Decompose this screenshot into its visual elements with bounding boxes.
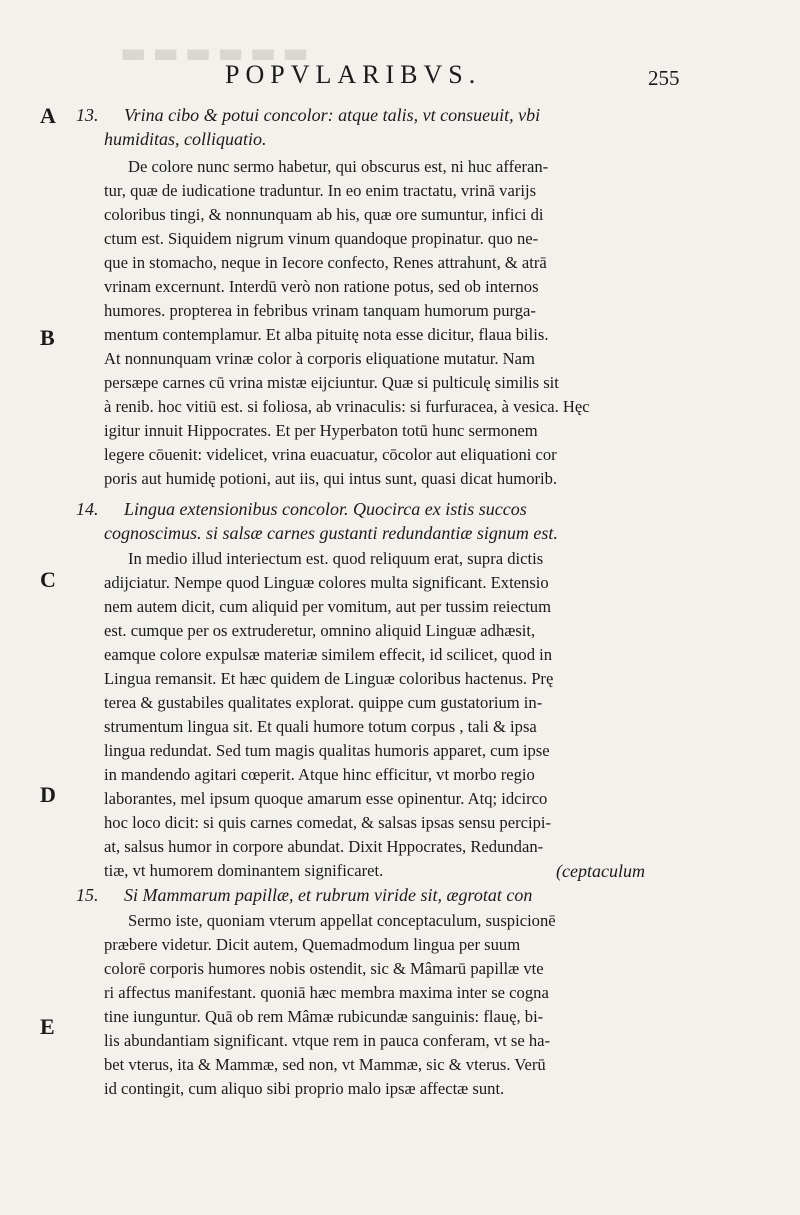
page-number: 255 [648,66,680,90]
text-line: eamque colore expulsæ materiæ similem effecit, id scilicet, quod in [104,645,553,664]
text-line: que in stomacho, neque in Iecore confecto, Renes attrahunt, & atrā [104,253,547,272]
text-line: Lingua remansit. Et hæc quidem de Linguæ coloribus hactenus. Prę [104,669,554,688]
text-line: At nonnunquam vrinæ color à corporis eliquatione mutatur. Nam [104,349,535,368]
text-line: coloribus tingi, & nonnunquam ab his, quæ ore sumuntur, infici di [104,205,544,224]
text-line: vrinam excernunt. Interdū verò non ratione potus, sed ob internos [104,277,539,296]
text-line: De colore nunc sermo habetur, qui obscurus est, ni huc afferan- [128,157,549,176]
text-line: humores. propterea in febribus vrinam tanquam humorum purga- [104,301,536,320]
text-line: poris aut humidę potioni, aut iis, qui intus sunt, quasi dicat humorib. [104,469,558,488]
text-line: tur, quæ de iudicatione traduntur. In eo enim tractatu, vrinā varijs [104,181,537,200]
text-line: at, salsus humor in corpore abundat. Dixit Hppocrates, Redundan- [104,837,544,856]
text-line: bet vterus, ita & Mammæ, sed non, vt Mammæ, sic & vterus. Verū [104,1055,546,1074]
section-heading-line: Si Mammarum papillæ, et rubrum viride sit, ægrotat con [124,885,533,905]
text-line: persæpe carnes cū vrina mistæ eijciuntur. Quæ si pulticulę similis sit [104,373,559,392]
section-number: 14. [76,499,99,519]
running-head: POPVLARIBVS. [225,60,482,89]
text-line: igitur innuit Hippocrates. Et per Hyperbaton totū hunc sermonem [104,421,538,440]
section-heading-line: cognoscimus. si salsæ carnes gustanti redundantiæ signum est. [104,523,558,543]
text-line: in mandendo agitari cœperit. Atque hinc efficitur, vt morbo regio [104,765,535,784]
text-line: est. cumque per os extruderetur, omnino aliquid Linguæ adhæsit, [104,621,536,640]
text-line: mentum contemplamur. Et alba pituitę nota esse dicitur, flaua bilis. [104,325,549,344]
text-line: lis abundantiam significant. vtque rem in pauca conferam, vt se ha- [104,1031,551,1050]
section-heading-line: humiditas, colliquatio. [104,129,267,149]
margin-letter-d: D [40,782,56,807]
text-line: laborantes, mel ipsum quoque amarum esse opinentur. Atq; idcirco [104,789,548,808]
text-line: In medio illud interiectum est. quod reliquum erat, supra dictis [128,549,544,568]
section-heading-line: Vrina cibo & potui concolor: atque talis, vt consueuit, vbi [124,105,541,125]
text-line: colorē corporis humores nobis ostendit, sic & Mâmarū papillæ vte [104,959,544,978]
catchword-continuation: (ceptaculum [556,861,645,881]
text-line: præbere videtur. Dicit autem, Quemadmodum lingua per suum [104,935,521,954]
margin-letter-b: B [40,325,55,350]
text-line: legere cōuenit: videlicet, vrina euacuatur, cōcolor aut eliquationi cor [104,445,557,464]
text-line: hoc loco dicit: si quis carnes comedat, & salsas ipsas sensu percipi- [104,813,552,832]
bleed-through-shadow: ▬▬▬▬▬▬ [120,36,315,69]
section-number: 15. [76,885,99,905]
section-number: 13. [76,105,99,125]
text-line: terea & gustabiles qualitates explorat. quippe cum gustatorium in- [104,693,543,712]
text-line: à renib. hoc vitiū est. si foliosa, ab vrinaculis: si furfuracea, à vesica. Hęc [104,397,590,416]
text-line: adijciatur. Nempe quod Linguæ colores multa significant. Extensio [104,573,549,592]
text-line: id contingit, cum aliquo sibi proprio malo ipsæ affectæ sunt. [104,1079,505,1098]
text-line: strumentum lingua sit. Et quali humore totum corpus , tali & ipsa [104,717,537,736]
margin-letter-c: C [40,567,56,592]
section-heading-line: Lingua extensionibus concolor. Quocirca ex istis succos [124,499,527,519]
text-line: nem autem dicit, cum aliquid per vomitum, aut per tussim reiectum [104,597,552,616]
text-line: tine iunguntur. Quā ob rem Mâmæ rubicundæ sanguinis: flauę, bi- [104,1007,544,1026]
text-line: ri affectus manifestant. quoniā hæc membra maxima inter se cogna [104,983,549,1002]
text-line: lingua redundat. Sed tum magis qualitas humoris apparet, cum ipse [104,741,550,760]
text-line: Sermo iste, quoniam vterum appellat conceptaculum, suspicionē [128,911,556,930]
margin-letter-e: E [40,1014,55,1039]
text-line: ctum est. Siquidem nigrum vinum quandoque propinatur. quo ne- [104,229,539,248]
margin-letter-a: A [40,103,56,128]
text-line: tiæ, vt humorem dominantem significaret. [104,861,384,880]
